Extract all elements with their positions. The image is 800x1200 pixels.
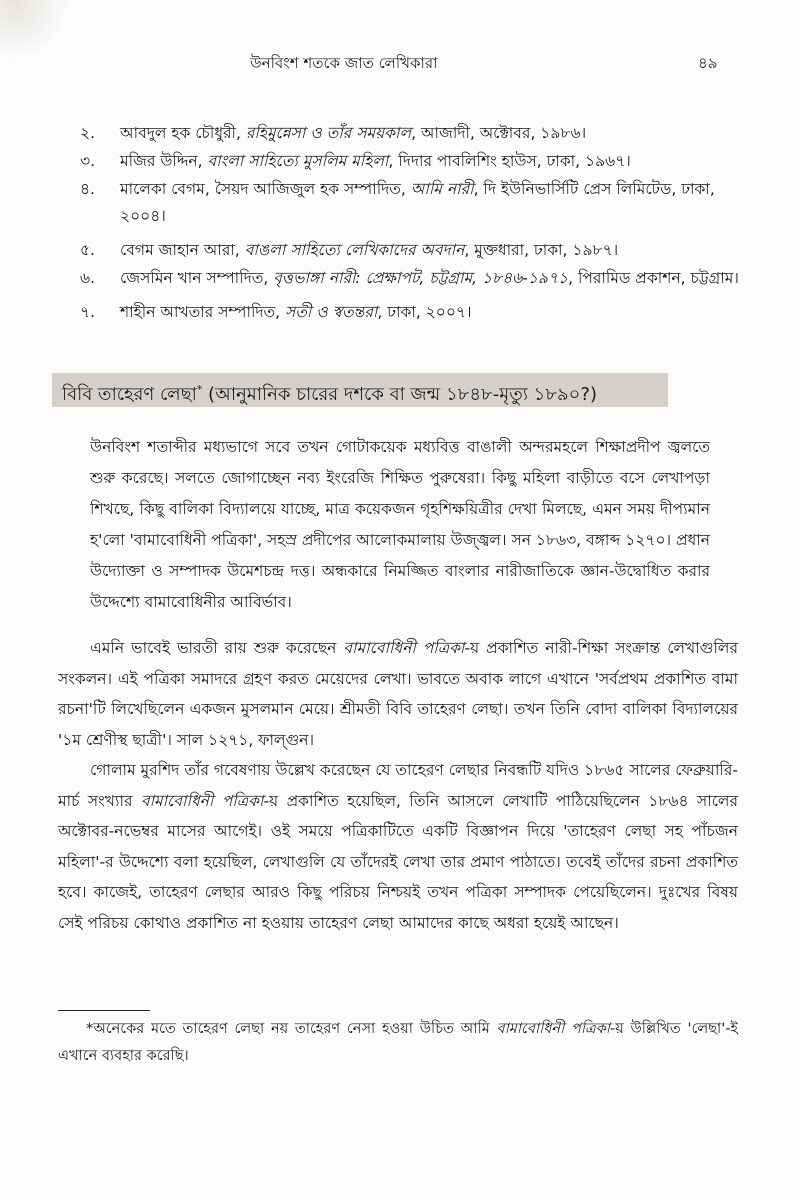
paragraph-text: গোলাম মুরশিদ তাঁর গবেষণায় উল্লেখ করেছেন যে তাহেরণ লেছার নিবন্ধটি যদিও ১৮৬৫ সালের ফেব্রুয়ারি-মার্চ সংখ্যার — [58, 761, 738, 810]
reference-list — [80, 120, 760, 327]
running-header — [60, 52, 750, 78]
reference-text — [120, 237, 760, 264]
reference-number: ৫. — [80, 241, 95, 259]
reference-item — [80, 120, 760, 147]
page-number: ৪৯ — [698, 54, 718, 72]
reference-author: বেগম জাহান আরা, — [120, 241, 245, 259]
paragraph-text: -য় প্রকাশিত হয়েছিল, তিনি আসলে লেখাটি পাঠিয়েছিলেন ১৮৬৪ সালের অক্টোবর-নভেম্বর মাসের আগেই। ওই সময়ে পত্রিকাটিতে একটি বিজ্ঞাপন দিয়ে 'তাহেরণ লেছা সহ পাঁচজন মহিলা'-র উদ্দেশ্যে বলা হয়েছিল, লেখাগুলি যে তাঁদেরই লেখা তার প্রমাণ পাঠাতে। তবেই তাঁদের রচনা প্রকাশিত হবে। কাজেই, তাহেরণ লেছার আরও কিছু পরিচয় নিশ্চয়ই তখন পত্রিকা সম্পাদক পেয়েছিলেন। দুঃখের বিষয় সেই পরিচয় কোথাও প্রকাশিত না হওয়ায় তাহেরণ লেছা আমাদের কাছে অধরা হয়েই আছেন। — [58, 791, 738, 932]
journal-title: বামাবোধিনী পত্রিকা — [140, 791, 264, 810]
reference-item — [80, 237, 760, 264]
reference-number: ২. — [80, 124, 96, 142]
body-text — [58, 633, 738, 938]
reference-title: বৃত্তভাঙ্গা নারী: প্রেক্ষাপট, চট্টগ্রাম, ১৮৪৬-১৯৭১ — [273, 269, 569, 287]
reference-author: মজির উদ্দিন, — [120, 152, 208, 170]
paragraph — [58, 755, 738, 938]
reference-text — [120, 176, 760, 230]
reference-author: আবদুল হক চৌধুরী, — [120, 124, 246, 142]
reference-item — [80, 148, 760, 175]
journal-title: বামাবোধিনী পত্রিকা — [343, 639, 465, 657]
reference-title: আমি নারী — [410, 180, 474, 198]
section-heading-dates: (আনুমানিক চারের দশকে বা জন্ম ১৮৪৮-মৃত্যু ১৮৯০?) — [202, 384, 597, 405]
footnote-text: *অনেকের মতে তাহেরণ লেছা নয় তাহেরণ নেসা হওয়া উচিত আমি — [86, 1021, 497, 1037]
paragraph-text: এমনি ভাবেই ভারতী রায় শুরু করেছেন — [90, 639, 344, 657]
running-title: উনবিংশ শতকে জাত লেখিকারা — [250, 54, 438, 72]
footnote-marker: * — [196, 383, 203, 396]
paragraph-text: -য় প্রকাশিত নারী-শিক্ষা সংক্রান্ত লেখাগুলির সংকলন। এই পত্রিকা সমাদরে গ্রহণ করত মেয়েদের লেখা। ভাবতে অবাক লাগে এখানে 'সর্বপ্রথম প্রকাশিত বামা রচনা'টি লিখেছিলেন একজন মুসলমান মেয়ে। শ্রীমতী বিবি তাহেরণ লেছা। তখন তিনি বোদা বালিকা বিদ্যালয়ের '১ম শ্রেণীস্থ ছাত্রী'। সাল ১২৭১, ফাল্গুন। — [58, 639, 738, 749]
section-heading-name: বিবি তাহেরণ লেছা — [62, 384, 197, 405]
reference-title: সতী ও স্বতন্তরা — [285, 303, 378, 321]
reference-publisher: , আজাদী, অক্টোবর, ১৯৮৬। — [411, 124, 587, 142]
reference-item — [80, 265, 760, 292]
page-edge-shadow — [0, 0, 70, 60]
paragraph — [58, 633, 738, 755]
reference-title: বাঙলা সাহিত্যে লেখিকাদের অবদান — [244, 241, 465, 259]
reference-publisher: , ঢাকা, ২০০৭। — [377, 303, 472, 321]
section-heading — [52, 373, 668, 407]
footnote-text: -য় উল্লিখিত 'লেছা'-ই এখানে ব্যবহার করেছি। — [58, 1021, 738, 1064]
reference-number: ৬. — [80, 269, 96, 287]
reference-text — [120, 148, 760, 175]
reference-text — [120, 265, 760, 292]
reference-number: ৭. — [80, 303, 96, 321]
reference-publisher: , পিরামিড প্রকাশন, চট্টগ্রাম। — [568, 269, 739, 287]
reference-number: ৪. — [80, 180, 95, 198]
reference-publisher: , দি ইউনিভার্সিটি প্রেস লিমিটেড, ঢাকা, ২০০৪। — [120, 180, 715, 225]
reference-author: শাহীন আখতার সম্পাদিত, — [120, 303, 286, 321]
reference-publisher: , দিদার পাবলিশিং হাউস, ঢাকা, ১৯৬৭। — [388, 152, 631, 170]
reference-title: বাংলা সাহিত্যে মুসলিম মহিলা — [207, 152, 389, 170]
reference-text — [120, 120, 760, 147]
reference-text — [120, 299, 760, 326]
reference-publisher: , মুক্তধারা, ঢাকা, ১৯৮৭। — [464, 241, 619, 259]
block-quote: উনবিংশ শতাব্দীর মধ্যভাগে সবে তখন গোটাকয়েক মধ্যবিত্ত বাঙালী অন্দরমহলে শিক্ষাপ্রদীপ জ্বলতে শুরু করেছে। সলতে জোগাচ্ছেন নব্য ইংরেজি শিক্ষিত পুরুষেরা। কিছু মহিলা বাড়ীতে বসে লেখাপড়া শিখছে, কিছু বালিকা বিদ্যালয়ে যাচ্ছে, মাত্র কয়েকজন গৃহশিক্ষয়িত্রীর দেখা মিলছে, এমন সময় দীপ্যমান হ'লো 'বামাবোধিনী পত্রিকা', সহস্র প্রদীপের আলোকমালায় উজ্জ্বল। সন ১৮৬৩, বঙ্গাব্দ ১২৭০। প্রধান উদ্যোক্তা ও সম্পাদক উমেশচন্দ্র দত্ত। অন্ধকারে নিমজ্জিত বাংলার নারীজাতিকে জ্ঞান-উদ্বোধিত করার উদ্দেশ্যে বামাবোধিনীর আবির্ভাব। — [90, 438, 710, 611]
reference-title: রহিমুন্নেসা ও তাঁর সময়কাল — [245, 124, 412, 142]
reference-item — [80, 299, 760, 326]
reference-number: ৩. — [80, 152, 96, 170]
footnote-divider — [58, 1010, 150, 1011]
reference-author: মালেকা বেগম, সৈয়দ আজিজুল হক সম্পাদিত, — [120, 180, 411, 198]
reference-author: জেসমিন খান সম্পাদিত, — [120, 269, 274, 287]
footnote — [58, 1016, 738, 1070]
journal-title: বামাবোধিনী পত্রিকা — [496, 1021, 610, 1037]
reference-item — [80, 176, 760, 230]
